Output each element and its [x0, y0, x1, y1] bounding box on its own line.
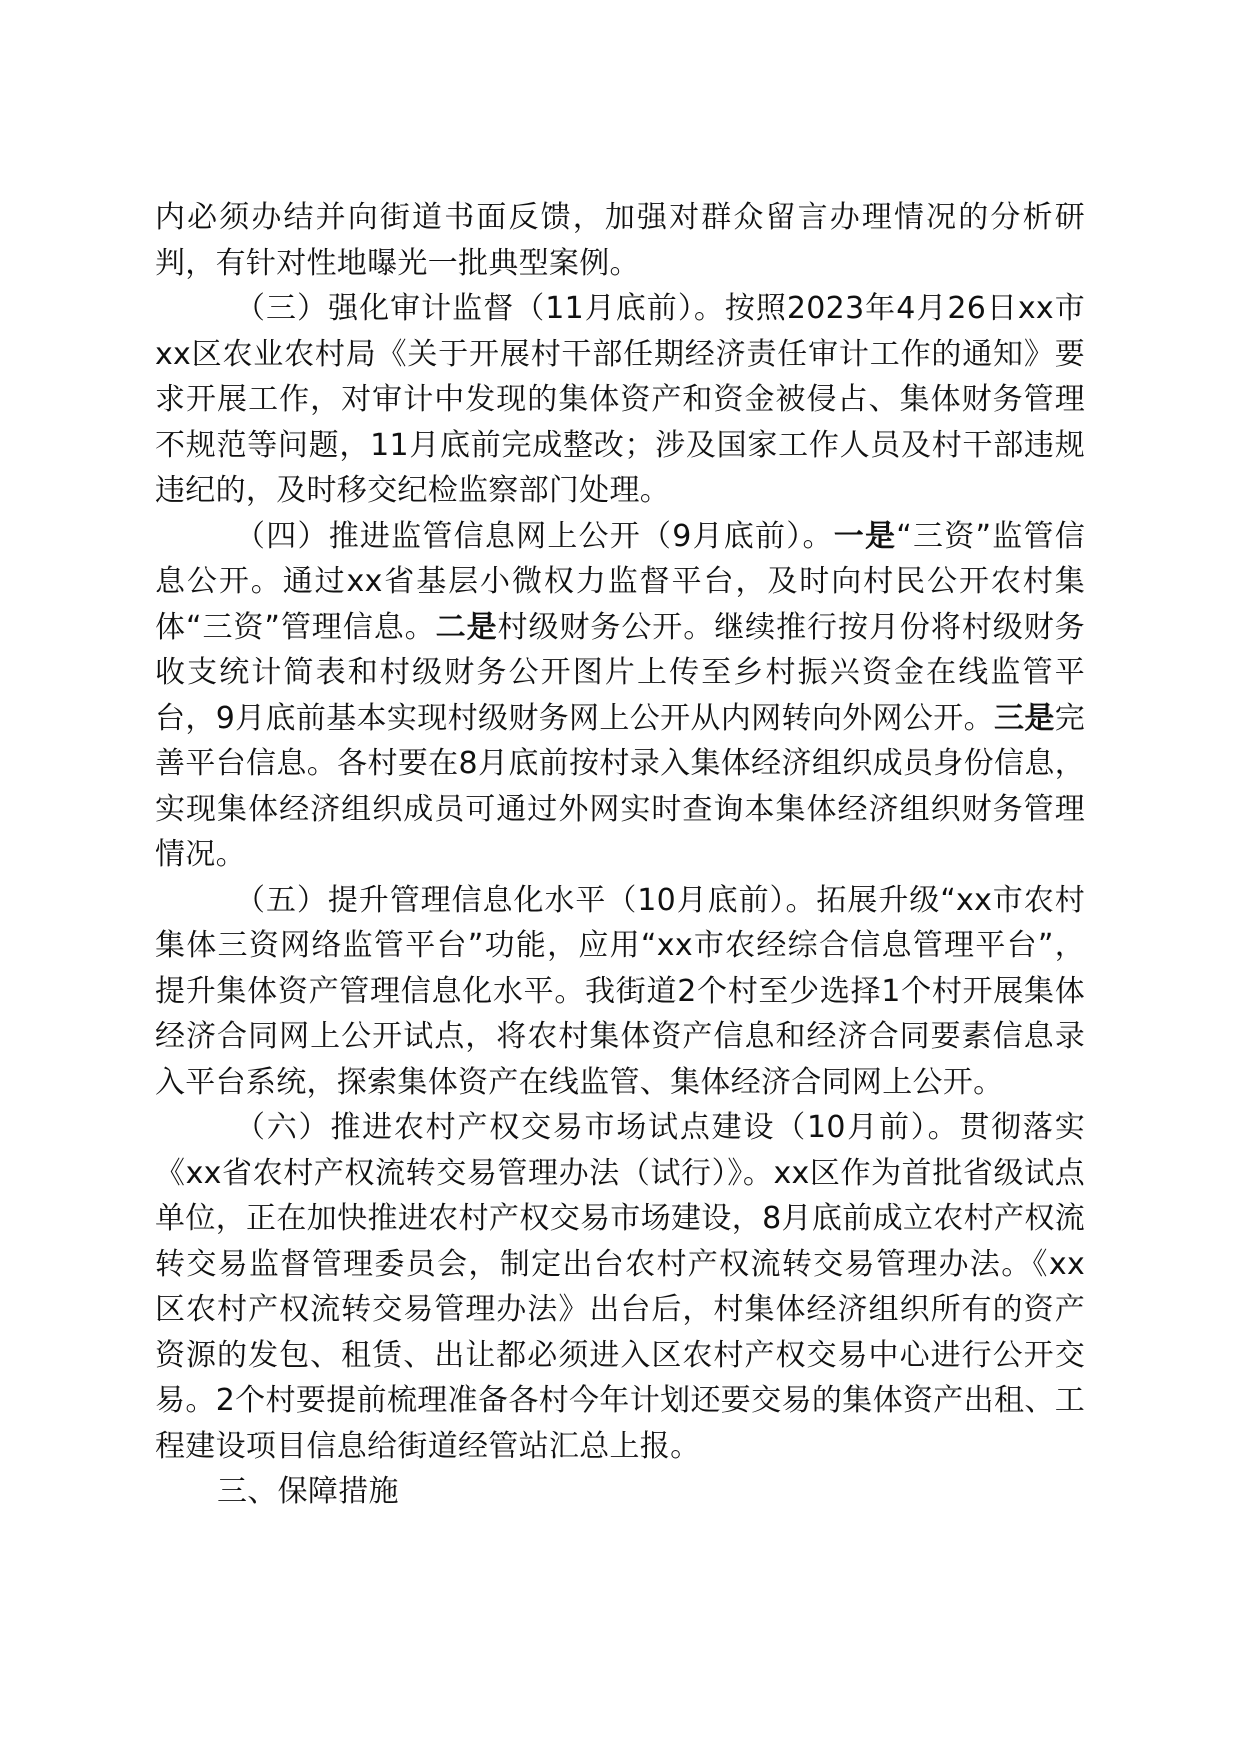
paragraph-audit-supervision: （三）强化审计监督（11月底前）。按照2023年4月26日xx市xx区农业农村局《关于开展村干部任期经济责任审计工作的通知》要求开展工作，对审计中发现的集体资产和资金被侵占、集体财务管理不规范等问题，11月底前完成整改；涉及国家工作人员及村干部违规违纪的，及时移交纪检监察部门处理。 [155, 291, 1085, 508]
paragraph-informatization: （五）提升管理信息化水平（10月底前）。拓展升级“xx市农村集体三资网络监管平台”功能，应用“xx市农经综合信息管理平台”，提升集体资产管理信息化水平。我街道2个村至少选择1个村开展集体经济合同网上公开试点，将农村集体资产信息和经济合同要素信息录入平台系统，探索集体资产在线监管、集体经济合同网上公开。 [155, 882, 1085, 1100]
document-page [155, 195, 1085, 1515]
paragraph-continued-feedback: 内必须办结并向街道书面反馈，加强对群众留言办理情况的分析研判，有针对性地曝光一批典型案例。 [155, 200, 1085, 281]
section-heading-safeguards: 三、保障措施 [217, 1474, 399, 1509]
bold-marker-second: 二是 [435, 609, 498, 645]
text-second-item: 村级财务公开。继续推行按月份将村级财务收支统计简表和村级财务公开图片上传至乡村振兴资金在线监管平台，9月底前基本实现村级财务网上公开从内网转向外网公开。 [155, 609, 1085, 736]
text-first-item: “三资”监管信息公开。通过xx省基层小微权力监督平台，及时向村民公开农村集体“三资”管理信息。 [155, 518, 1085, 645]
bold-marker-third: 三是 [993, 700, 1055, 736]
paragraph-property-trading: （六）推进农村产权交易市场试点建设（10月前）。贯彻落实《xx省农村产权流转交易管理办法（试行）》。xx区作为首批省级试点单位，正在加快推进农村产权交易市场建设，8月底前成立农村产权流转交易监督管理委员会，制定出台农村产权流转交易管理办法。《xx区农村产权流转交易管理办法》出台后，村集体经济组织所有的资产资源的发包、租赁、出让都必须进入区农村产权交易中心进行公开交易。2个村要提前梳理准备各村今年计划还要交易的集体资产出租、工程建设项目信息给街道经管站汇总上报。 [155, 1110, 1085, 1464]
text-third-item: 完善平台信息。各村要在8月底前按村录入集体经济组织成员身份信息，实现集体经济组织成员可通过外网实时查询本集体经济组织财务管理情况。 [155, 700, 1085, 872]
paragraph-online-disclosure [155, 514, 1085, 878]
bold-marker-first: 一是 [833, 518, 897, 554]
section-title-online-disclosure: （四）推进监管信息网上公开（9月底前）。 [235, 518, 834, 554]
